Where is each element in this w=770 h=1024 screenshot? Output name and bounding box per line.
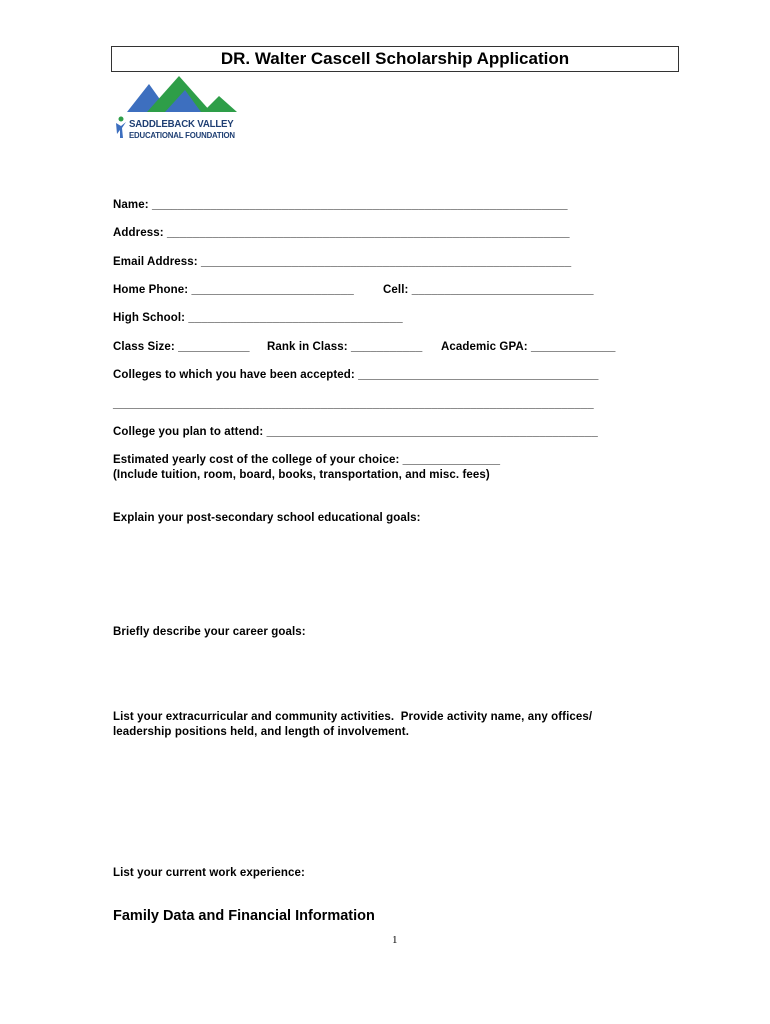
email-field[interactable]: Email Address: _________________________________________________________ (113, 256, 572, 268)
work-experience-question: List your current work experience: (113, 867, 305, 879)
activities-question-line2: leadership positions held, and length of involvement. (113, 726, 410, 738)
colleges-accepted-continued-field[interactable]: __________________________________________________________________________ (113, 398, 594, 410)
educational-goals-question: Explain your post-secondary school educational goals: (113, 512, 421, 524)
class-size-field[interactable]: Class Size: ___________ (113, 341, 250, 353)
foundation-logo (113, 72, 243, 142)
form-title-box (111, 46, 679, 72)
gpa-field[interactable]: Academic GPA: _____________ (441, 341, 616, 353)
activities-question-line1: List your extracurricular and community activities. Provide activity name, any offices/ (113, 711, 593, 723)
estimated-cost-note: (Include tuition, room, board, books, transportation, and misc. fees) (113, 469, 490, 481)
name-field[interactable]: Name: ________________________________________________________________ (113, 199, 568, 211)
cell-field[interactable]: Cell: ____________________________ (383, 284, 594, 296)
college-plan-field[interactable]: College you plan to attend: ___________________________________________________ (113, 426, 598, 438)
high-school-field[interactable]: High School: _________________________________ (113, 312, 403, 324)
career-goals-question: Briefly describe your career goals: (113, 626, 306, 638)
section-heading: Family Data and Financial Information (113, 908, 375, 924)
mountain-logo-icon (113, 72, 243, 118)
logo-text-line1: SADDLEBACK VALLEY (129, 118, 234, 130)
person-figure-icon (115, 116, 127, 140)
address-field[interactable]: Address: ______________________________________________________________ (113, 227, 570, 239)
estimated-cost-field[interactable]: Estimated yearly cost of the college of your choice: _______________ (113, 454, 501, 466)
form-title: DR. Walter Cascell Scholarship Application (220, 49, 570, 68)
home-phone-field[interactable]: Home Phone: _________________________ (113, 284, 354, 296)
logo-text-line2: EDUCATIONAL FOUNDATION (129, 130, 235, 140)
colleges-accepted-field[interactable]: Colleges to which you have been accepted: _____________________________________ (113, 369, 599, 381)
rank-in-class-field[interactable]: Rank in Class: ___________ (267, 341, 423, 353)
page-number: 1 (392, 934, 398, 946)
